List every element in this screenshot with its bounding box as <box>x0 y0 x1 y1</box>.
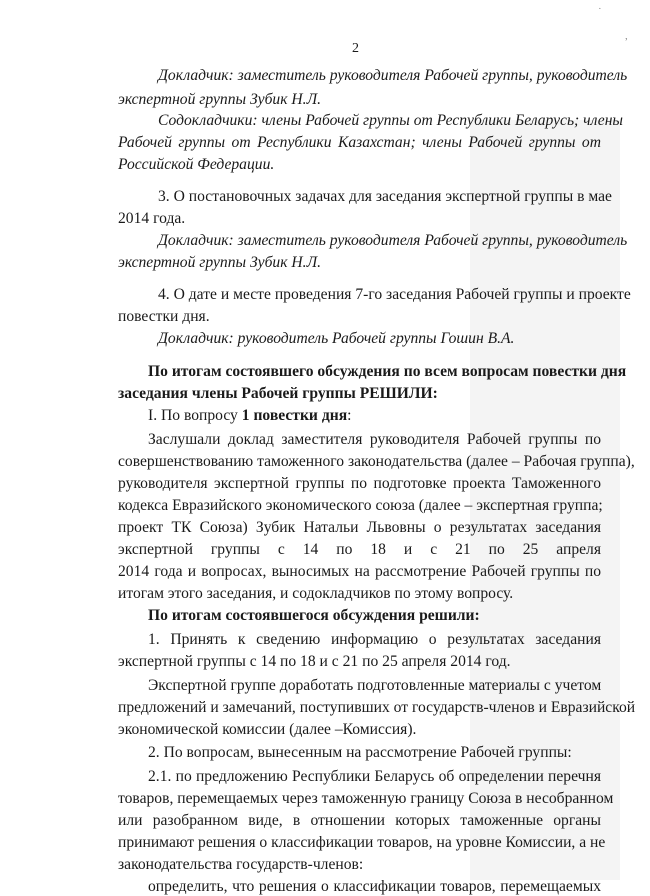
body-line: 2.1. по предложению Республики Беларусь об определении перечня <box>148 768 601 785</box>
body-line: экономической комиссии (далее –Комиссия). <box>118 721 417 738</box>
agenda-item-4: повестки дня. <box>118 308 210 325</box>
body-line: экспертной группы с 14 по 18 и с 21 по 25 апреля <box>118 541 601 558</box>
body-line: проект ТК Союза) Зубик Натальи Львовны о результатах заседания <box>118 519 601 536</box>
body-line: законодательства государств-членов: <box>118 856 364 873</box>
decision-item-1: экспертной группы с 14 по 18 и с 21 по 25 апреля 2014 год. <box>118 653 511 670</box>
scan-speck: , <box>625 30 628 42</box>
speaker-line: Докладчик: руководитель Рабочей группы Гошин В.А. <box>158 330 515 347</box>
body-line: совершенствованию таможенного законодательства (далее – Рабочая группа), <box>118 453 635 470</box>
body-line: Заслушали доклад заместителя руководителя Рабочей группы по <box>148 431 601 448</box>
decision-heading: заседания члены Рабочей группы РЕШИЛИ: <box>118 385 438 402</box>
speaker-line: Докладчик: заместитель руководителя Рабочей группы, руководитель <box>158 67 628 84</box>
agenda-item-3: 3. О постановочных задачах для заседания экспертной группы в мае <box>158 188 612 205</box>
page-number: 2 <box>352 41 359 56</box>
decision-subheading: По итогам состоявшегося обсуждения решили: <box>148 607 480 624</box>
decision-item-1: 1. Принять к сведению информацию о результатах заседания <box>148 631 601 648</box>
decision-heading: По итогам состоявшего обсуждения по всем вопросам повестки дня <box>148 363 627 380</box>
section-one-bold: 1 повестки дня <box>241 407 348 424</box>
body-line: кодекса Евразийского экономического союза (далее – экспертная группа; <box>118 497 603 514</box>
section-one-suffix: : <box>347 407 352 424</box>
agenda-item-4: 4. О дате и месте проведения 7-го заседания Рабочей группы и проекте <box>158 286 631 303</box>
body-line: Экспертной группе доработать подготовленные материалы с учетом <box>148 677 602 694</box>
body-line: принимают решения о классификации товаров, на уровне Комиссии, а не <box>118 834 606 851</box>
body-line: предложений и замечаний, поступивших от государств-членов и Евразийской <box>118 699 636 716</box>
agenda-item-3: 2014 года. <box>118 210 186 227</box>
section-one-prefix: I. По вопросу <box>148 407 242 424</box>
decision-item-2: 2. По вопросам, вынесенным на рассмотрение Рабочей группы: <box>148 744 572 761</box>
body-line: определить, что решения о классификации товаров, перемещаемых <box>148 878 601 895</box>
speaker-line: экспертной группы Зубик Н.Л. <box>118 91 322 108</box>
co-speakers-line: Содокладчики: члены Рабочей группы от Республики Беларусь; члены <box>158 112 623 129</box>
body-line: 2014 года и вопросах, выносимых на рассмотрение Рабочей группы по <box>118 563 601 580</box>
body-line: товаров, перемещаемых через таможенную границу Союза в несобранном <box>118 790 614 807</box>
speaker-line: экспертной группы Зубик Н.Л. <box>118 254 322 271</box>
co-speakers-line: Рабочей группы от Республики Казахстан; члены Рабочей группы от <box>118 134 601 151</box>
section-one-heading <box>148 407 601 425</box>
speaker-line: Докладчик: заместитель руководителя Рабочей группы, руководитель <box>158 232 628 249</box>
body-line: итогам этого заседания, и содокладчиков по этому вопросу. <box>118 585 514 602</box>
co-speakers-line: Российской Федерации. <box>118 156 275 173</box>
body-line: руководителя экспертной группы по подготовке проекта Таможенного <box>118 475 601 492</box>
scan-speck: ˙ <box>598 6 602 18</box>
body-line: или разобранном виде, в отношении которых таможенные органы <box>118 812 601 829</box>
